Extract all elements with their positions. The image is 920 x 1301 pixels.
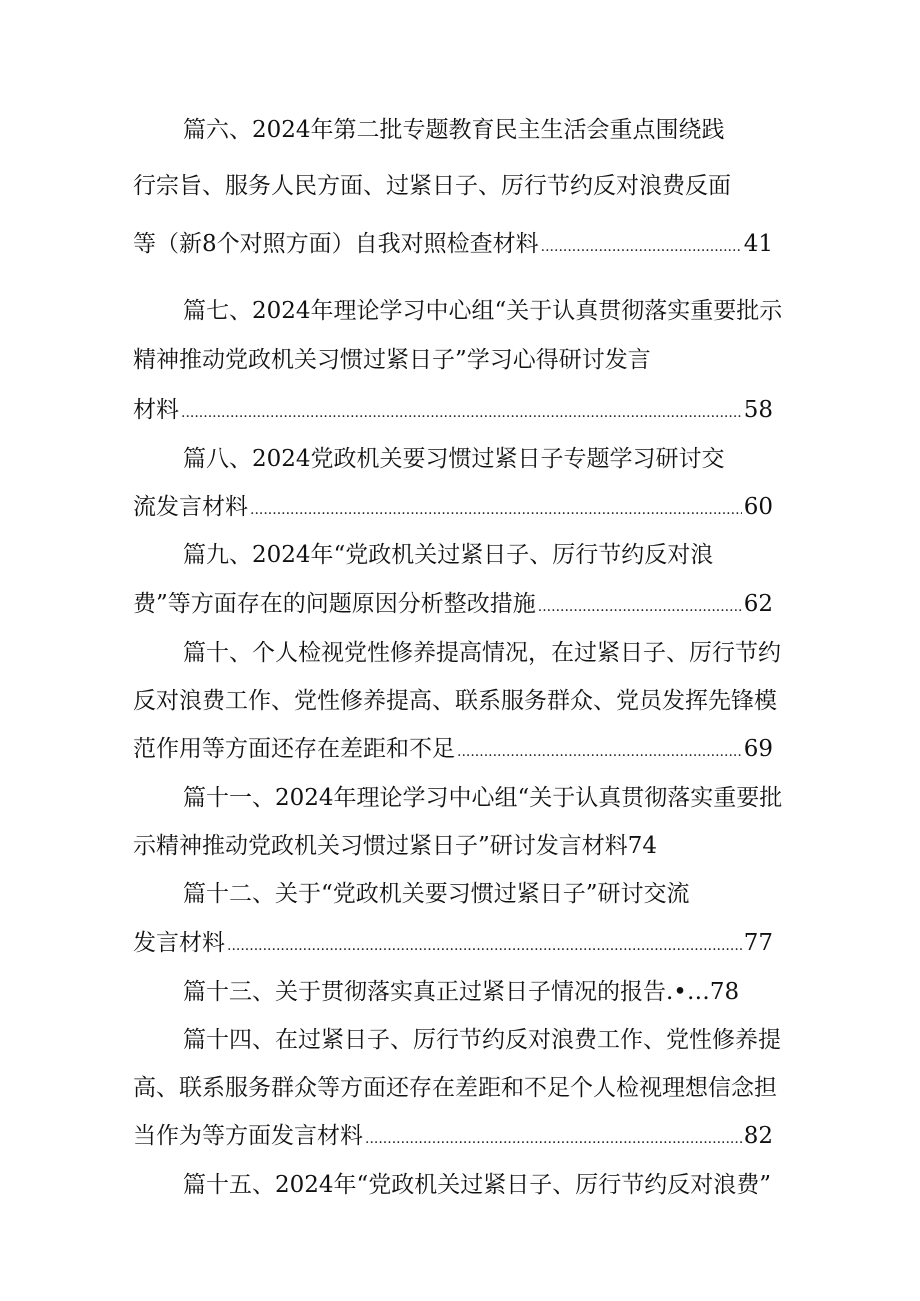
dot-leader [538, 590, 742, 624]
toc-entry-7-text: 材料 [133, 397, 179, 423]
toc-entry-10-line-3[interactable] [133, 732, 773, 766]
toc-entry-7-line-1: 篇七、2024年理论学习中心组“关于认真贯彻落实重要批示 [183, 298, 783, 324]
toc-entry-12-line-1: 篇十二、关于“党政机关要习惯过紧日子”研讨交流 [183, 881, 690, 907]
toc-entry-14-line-1: 篇十四、在过紧日子、厉行节约反对浪费工作、党性修养提 [183, 1027, 781, 1053]
toc-entry-14-line-2: 高、联系服务群众等方面还存在差距和不足个人检视理想信念担 [133, 1075, 777, 1101]
dot-leader [541, 230, 742, 264]
toc-entry-8-line-2[interactable] [133, 490, 773, 524]
toc-entry-8-text: 流发言材料 [133, 494, 248, 520]
toc-entry-7-line-3[interactable] [133, 393, 773, 427]
toc-entry-12-text: 发言材料 [133, 930, 225, 956]
dot-leader [250, 493, 742, 527]
toc-entry-9-text: 费”等方面存在的问题原因分析整改措施 [133, 591, 536, 617]
toc-entry-12-page: 77 [743, 930, 773, 956]
toc-entry-11-line-2[interactable]: 示精神推动党政机关习惯过紧日子”研讨发言材料74 [133, 833, 658, 859]
toc-entry-11-line-1: 篇十一、2024年理论学习中心组“关于认真贯彻落实重要批 [183, 785, 783, 811]
dot-leader [457, 735, 742, 769]
dot-leader [181, 396, 742, 430]
toc-entry-6-line-3[interactable] [133, 227, 773, 261]
toc-entry-6-line-1: 篇六、2024年第二批专题教育民主生活会重点围绕践 [183, 117, 725, 143]
toc-entry-9-line-2[interactable] [133, 587, 773, 621]
toc-entry-6-line-2: 行宗旨、服务人民方面、过紧日子、厉行节约反对浪费反面 [133, 173, 731, 199]
toc-entry-6-page: 41 [743, 231, 773, 257]
toc-entry-10-line-1: 篇十、个人检视党性修养提高情况，在过紧日子、厉行节约 [183, 640, 781, 666]
dot-leader [227, 929, 742, 963]
toc-entry-8-page: 60 [743, 494, 773, 520]
toc-entry-8-line-1: 篇八、2024党政机关要习惯过紧日子专题学习研讨交 [183, 446, 725, 472]
toc-entry-12-line-2[interactable] [133, 926, 773, 960]
toc-entry-6-text: 等（新8个对照方面）自我对照检查材料 [133, 231, 539, 257]
toc-entry-15-line-1: 篇十五、2024年“党政机关过紧日子、厉行节约反对浪费” [183, 1172, 772, 1198]
toc-entry-14-page: 82 [743, 1123, 773, 1149]
dot-leader [365, 1122, 742, 1156]
toc-entry-10-page: 69 [743, 736, 773, 762]
toc-entry-13-line-1[interactable]: 篇十三、关于贯彻落实真正过紧日子情况的报告.•…78 [183, 979, 740, 1005]
toc-entry-14-text: 当作为等方面发言材料 [133, 1123, 363, 1149]
toc-entry-10-line-2: 反对浪费工作、党性修养提高、联系服务群众、党员发挥先锋模 [133, 688, 777, 714]
toc-entry-7-line-2: 精神推动党政机关习惯过紧日子”学习心得研讨发言 [133, 347, 651, 373]
toc-entry-7-page: 58 [743, 397, 773, 423]
toc-entry-14-line-3[interactable] [133, 1119, 773, 1153]
toc-entry-9-page: 62 [743, 591, 773, 617]
toc-entry-10-text: 范作用等方面还存在差距和不足 [133, 736, 455, 762]
toc-entry-9-line-1: 篇九、2024年“党政机关过紧日子、厉行节约反对浪 [183, 542, 714, 568]
